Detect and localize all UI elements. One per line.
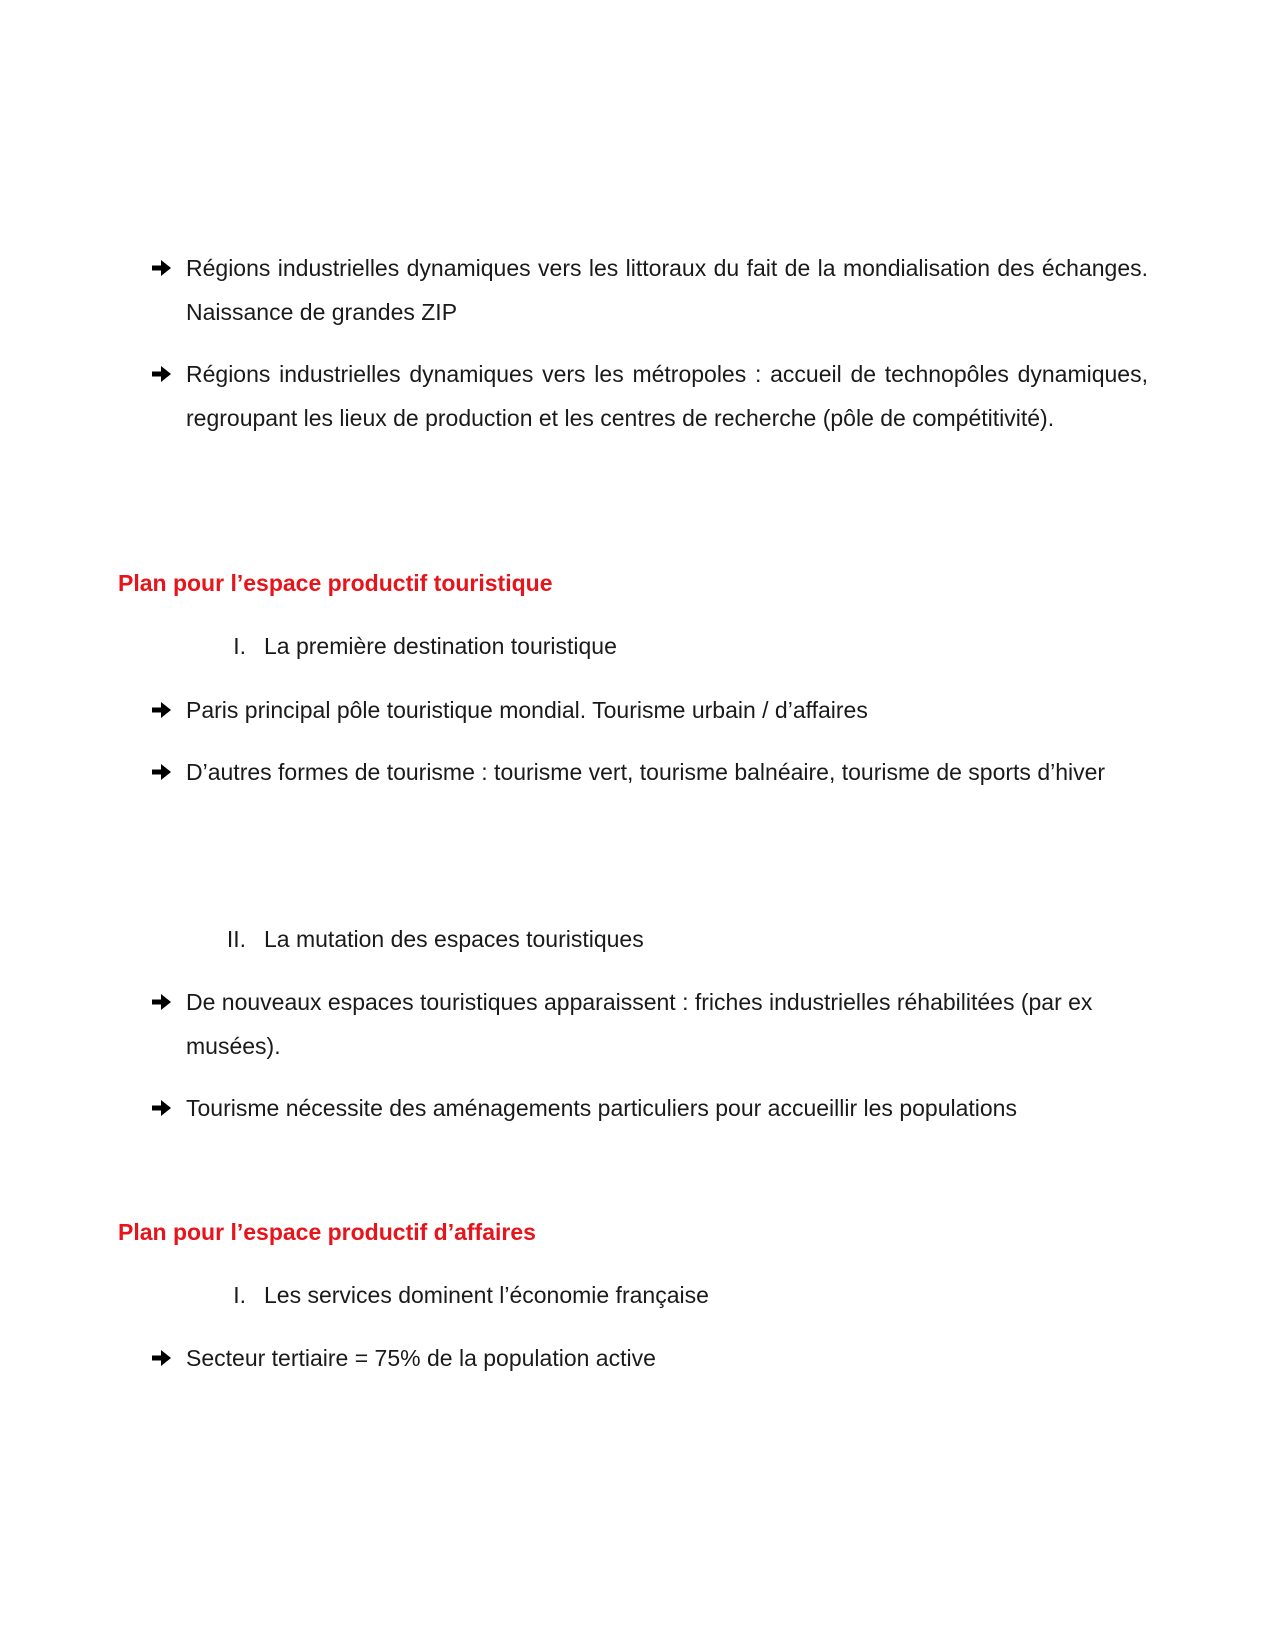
bullet-text: Tourisme nécessite des aménagements particuliers pour accueillir les populations — [186, 1095, 1017, 1121]
bullet-item — [152, 750, 1148, 794]
subsection-title-text: Les services dominent l’économie française — [264, 1282, 709, 1308]
bullet-item — [152, 688, 1148, 732]
bullet-item — [152, 1086, 1148, 1130]
right-arrow-icon — [152, 246, 188, 290]
section-heading-tourism: Plan pour l’espace productif touristique — [118, 570, 553, 596]
section-heading-business: Plan pour l’espace productif d’affaires — [118, 1219, 536, 1245]
right-arrow-icon — [152, 352, 188, 396]
bullet-item — [152, 1336, 1148, 1380]
subsection-title — [200, 922, 644, 956]
right-arrow-icon — [152, 750, 188, 794]
bullet-text: D’autres formes de tourisme : tourisme vert, tourisme balnéaire, tourisme de sports d’hiver — [186, 759, 1106, 785]
subsection-title-text: La mutation des espaces touristiques — [264, 926, 644, 952]
bullet-text: Paris principal pôle touristique mondial. Tourisme urbain / d’affaires — [186, 697, 868, 723]
roman-numeral: I. — [233, 633, 246, 659]
right-arrow-icon — [152, 688, 188, 732]
roman-numeral: I. — [233, 1282, 246, 1308]
bullet-text: De nouveaux espaces touristiques apparaissent : friches industrielles réhabilitées (par ex musées). — [186, 989, 1093, 1059]
bullet-text: Secteur tertiaire = 75% de la population active — [186, 1345, 656, 1371]
right-arrow-icon — [152, 980, 188, 1024]
right-arrow-icon — [152, 1336, 188, 1380]
subsection-title-text: La première destination touristique — [264, 633, 617, 659]
right-arrow-icon — [152, 1086, 188, 1130]
subsection-title — [200, 1278, 709, 1312]
roman-numeral: II. — [226, 926, 246, 952]
bullet-text: Régions industrielles dynamiques vers les littoraux du fait de la mondialisation des échanges. Naissance de grandes ZIP — [186, 255, 1148, 325]
bullet-item — [152, 246, 1148, 334]
bullet-item — [152, 352, 1148, 440]
bullet-text: Régions industrielles dynamiques vers les métropoles : accueil de technopôles dynamiques, regroupant les lieux de production et les centres de recherche (pôle de compétitivité). — [186, 361, 1148, 431]
subsection-title — [200, 629, 617, 663]
bullet-item — [152, 980, 1148, 1068]
